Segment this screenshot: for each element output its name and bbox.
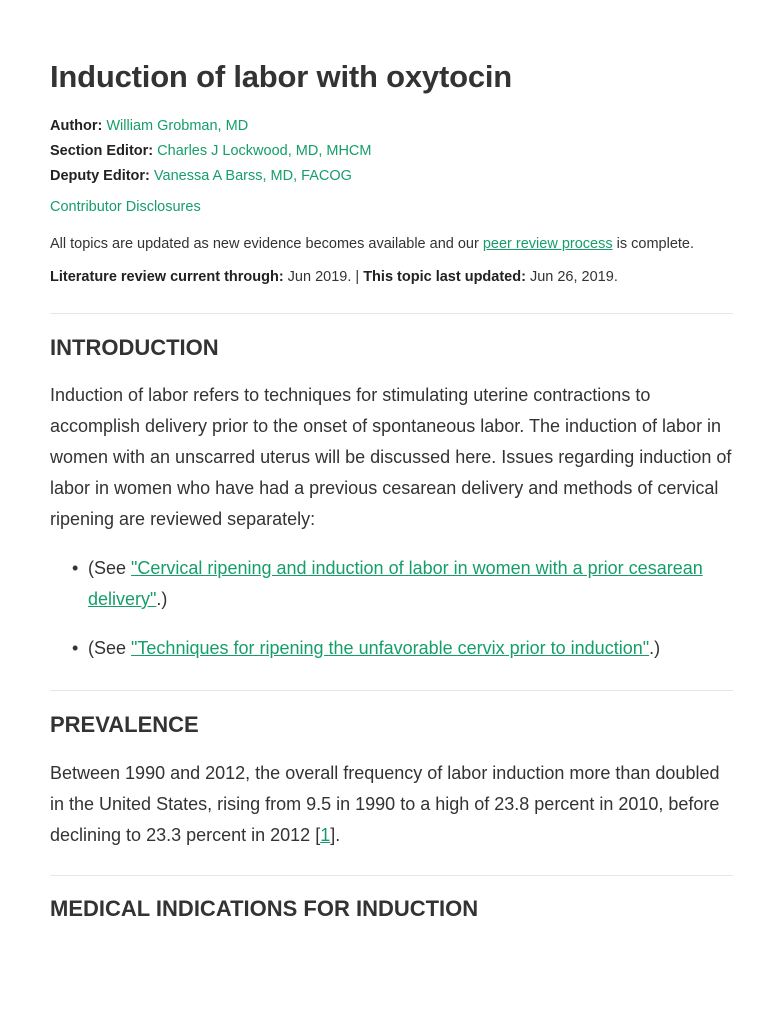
list-item bbox=[72, 553, 733, 615]
update-note bbox=[50, 231, 733, 257]
deputy-editor-label: Deputy Editor: bbox=[50, 168, 150, 184]
update-note-prefix: All topics are updated as new evidence becomes available and our bbox=[50, 236, 483, 252]
lit-review-value: Jun 2019. | bbox=[283, 269, 364, 285]
ref-suffix: .) bbox=[156, 589, 168, 609]
section-divider bbox=[50, 875, 733, 876]
section-editor-label: Section Editor: bbox=[50, 143, 154, 159]
ref-prefix: (See bbox=[88, 638, 132, 658]
list-item bbox=[72, 633, 733, 664]
prevalence-body bbox=[50, 758, 733, 851]
author-label: Author: bbox=[50, 118, 103, 134]
last-updated-value: Jun 26, 2019. bbox=[525, 269, 618, 285]
section-editor-row bbox=[50, 139, 733, 164]
citation-link[interactable]: 1 bbox=[320, 825, 331, 845]
cervical-ripening-prior-cesarean-link[interactable]: "Cervical ripening and induction of labor in women with a prior cesarean delivery" bbox=[88, 558, 703, 609]
update-note-suffix: is complete. bbox=[612, 236, 695, 252]
peer-review-process-link[interactable]: peer review process bbox=[482, 236, 613, 252]
prevalence-text-end: ]. bbox=[330, 825, 341, 845]
introduction-heading: INTRODUCTION bbox=[50, 335, 219, 360]
section-editor-link[interactable]: Charles J Lockwood, MD, MHCM bbox=[157, 143, 372, 159]
bullet: • bbox=[72, 558, 79, 578]
prevalence-text: Between 1990 and 2012, the overall frequency of labor induction more than doubled in the United States, rising from 9.5 in 1990 to a high of 23.8 percent in 2010, before declining to 23.3 percent in 2012 [ bbox=[50, 763, 720, 845]
bullet: • bbox=[72, 638, 79, 658]
section-divider bbox=[50, 690, 733, 691]
author-link[interactable]: William Grobman, MD bbox=[106, 118, 249, 134]
page-title: Induction of labor with oxytocin bbox=[50, 59, 513, 94]
medical-indications-heading: MEDICAL INDICATIONS FOR INDUCTION bbox=[50, 896, 479, 921]
author-row bbox=[50, 114, 733, 139]
contributor-disclosures-link[interactable]: Contributor Disclosures bbox=[50, 199, 201, 215]
deputy-editor-link[interactable]: Vanessa A Barss, MD, FACOG bbox=[153, 168, 352, 184]
disclosures-row bbox=[50, 197, 733, 217]
ref-suffix: .) bbox=[649, 638, 661, 658]
ripening-unfavorable-cervix-link[interactable]: "Techniques for ripening the unfavorable cervix prior to induction" bbox=[131, 638, 650, 658]
review-dates bbox=[50, 267, 733, 287]
lit-review-label: Literature review current through: bbox=[50, 269, 284, 285]
section-divider bbox=[50, 313, 733, 314]
prevalence-heading: PREVALENCE bbox=[50, 712, 199, 737]
deputy-editor-row bbox=[50, 164, 733, 189]
author-block bbox=[50, 114, 733, 189]
introduction-body: Induction of labor refers to techniques for stimulating uterine contractions to accomplish delivery prior to the onset of spontaneous labor. The induction of labor in women with an unscarred uterus will be discussed here. Issues regarding induction of labor in women who have had a previous cesarean delivery and methods of cervical ripening are reviewed separately: bbox=[50, 385, 732, 529]
last-updated-label: This topic last updated: bbox=[363, 269, 526, 285]
introduction-ref-list bbox=[50, 553, 733, 664]
ref-prefix: (See bbox=[88, 558, 132, 578]
